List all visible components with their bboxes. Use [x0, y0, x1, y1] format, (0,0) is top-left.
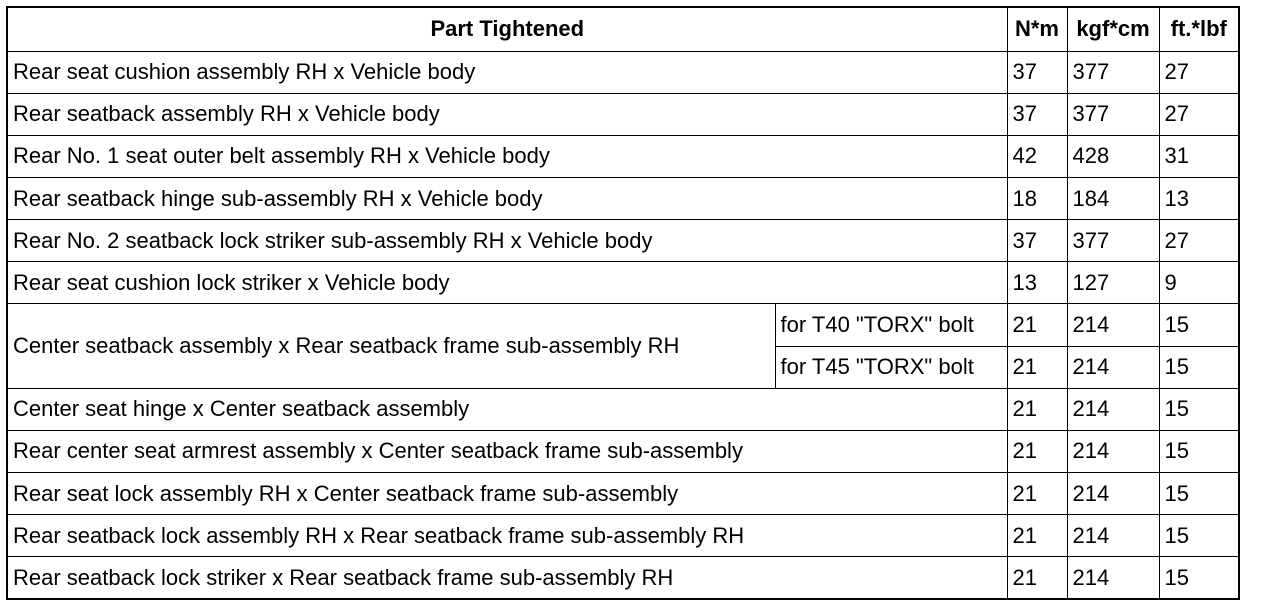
part-cell-merged: Center seatback assembly x Rear seatback frame sub-assembly RH	[7, 304, 775, 388]
ftlbf-cell: 31	[1159, 135, 1239, 177]
header-row	[7, 7, 1239, 51]
kgfcm-cell: 214	[1067, 388, 1159, 430]
table-row-split-first	[7, 304, 1239, 346]
header-ftlbf: ft.*lbf	[1159, 7, 1239, 51]
nm-cell: 42	[1007, 135, 1067, 177]
ftlbf-cell: 15	[1159, 473, 1239, 515]
table-row	[7, 178, 1239, 220]
kgfcm-cell: 214	[1067, 304, 1159, 346]
kgfcm-cell: 214	[1067, 473, 1159, 515]
nm-cell: 37	[1007, 93, 1067, 135]
part-cell: Rear seatback lock assembly RH x Rear seatback frame sub-assembly RH	[7, 515, 1007, 557]
nm-cell: 21	[1007, 557, 1067, 599]
table-row	[7, 262, 1239, 304]
table-row	[7, 557, 1239, 599]
nm-cell: 21	[1007, 430, 1067, 472]
kgfcm-cell: 214	[1067, 515, 1159, 557]
header-kgfcm: kgf*cm	[1067, 7, 1159, 51]
kgfcm-cell: 214	[1067, 430, 1159, 472]
kgfcm-cell: 214	[1067, 557, 1159, 599]
part-cell: Rear seatback hinge sub-assembly RH x Vehicle body	[7, 178, 1007, 220]
sub-label-cell: for T45 "TORX" bolt	[775, 346, 1007, 388]
table-row	[7, 473, 1239, 515]
part-cell: Rear No. 2 seatback lock striker sub-assembly RH x Vehicle body	[7, 220, 1007, 262]
kgfcm-cell: 184	[1067, 178, 1159, 220]
table-row	[7, 388, 1239, 430]
ftlbf-cell: 13	[1159, 178, 1239, 220]
part-cell: Rear seat cushion assembly RH x Vehicle body	[7, 51, 1007, 93]
header-part-tightened: Part Tightened	[7, 7, 1007, 51]
kgfcm-cell: 377	[1067, 220, 1159, 262]
kgfcm-cell: 428	[1067, 135, 1159, 177]
ftlbf-cell: 27	[1159, 93, 1239, 135]
ftlbf-cell: 15	[1159, 557, 1239, 599]
sub-label-cell: for T40 "TORX" bolt	[775, 304, 1007, 346]
nm-cell: 13	[1007, 262, 1067, 304]
table-row	[7, 135, 1239, 177]
table-row	[7, 515, 1239, 557]
part-cell: Rear seatback assembly RH x Vehicle body	[7, 93, 1007, 135]
ftlbf-cell: 27	[1159, 51, 1239, 93]
kgfcm-cell: 377	[1067, 93, 1159, 135]
header-nm: N*m	[1007, 7, 1067, 51]
ftlbf-cell: 15	[1159, 515, 1239, 557]
part-cell: Rear seat cushion lock striker x Vehicle body	[7, 262, 1007, 304]
nm-cell: 37	[1007, 220, 1067, 262]
kgfcm-cell: 127	[1067, 262, 1159, 304]
part-cell: Center seat hinge x Center seatback assembly	[7, 388, 1007, 430]
ftlbf-cell: 15	[1159, 430, 1239, 472]
table-row	[7, 430, 1239, 472]
part-cell: Rear seatback lock striker x Rear seatback frame sub-assembly RH	[7, 557, 1007, 599]
table-row	[7, 220, 1239, 262]
part-cell: Rear seat lock assembly RH x Center seatback frame sub-assembly	[7, 473, 1007, 515]
nm-cell: 21	[1007, 346, 1067, 388]
nm-cell: 18	[1007, 178, 1067, 220]
table-row	[7, 93, 1239, 135]
kgfcm-cell: 377	[1067, 51, 1159, 93]
nm-cell: 21	[1007, 515, 1067, 557]
ftlbf-cell: 9	[1159, 262, 1239, 304]
part-cell: Rear center seat armrest assembly x Center seatback frame sub-assembly	[7, 430, 1007, 472]
nm-cell: 21	[1007, 473, 1067, 515]
nm-cell: 37	[1007, 51, 1067, 93]
table-row	[7, 51, 1239, 93]
ftlbf-cell: 15	[1159, 346, 1239, 388]
kgfcm-cell: 214	[1067, 346, 1159, 388]
ftlbf-cell: 27	[1159, 220, 1239, 262]
ftlbf-cell: 15	[1159, 304, 1239, 346]
ftlbf-cell: 15	[1159, 388, 1239, 430]
nm-cell: 21	[1007, 388, 1067, 430]
nm-cell: 21	[1007, 304, 1067, 346]
part-cell: Rear No. 1 seat outer belt assembly RH x Vehicle body	[7, 135, 1007, 177]
torque-table	[6, 6, 1240, 600]
